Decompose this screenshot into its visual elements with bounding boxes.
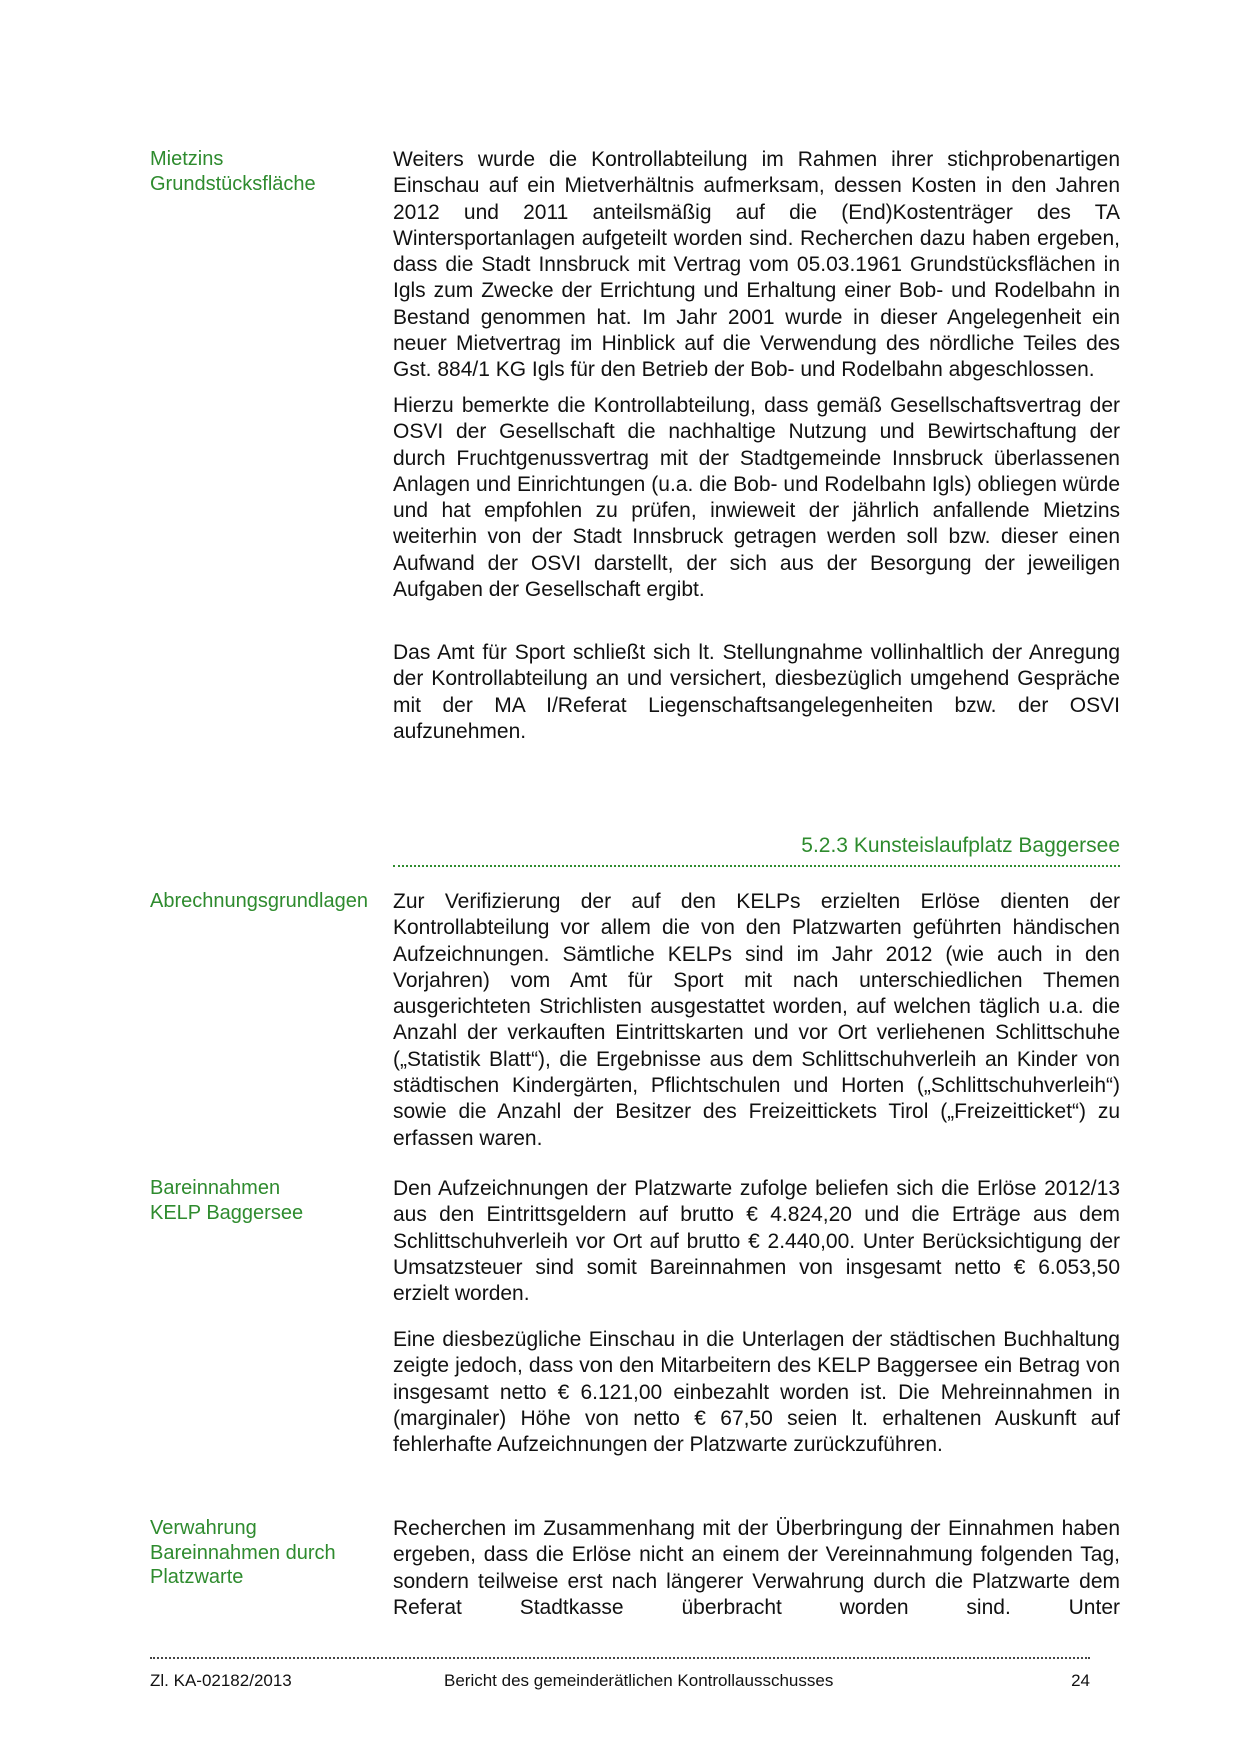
margin-note [150, 147, 380, 196]
subheading-block [393, 833, 1120, 867]
margin-note-line: Abrechnungsgrundlagen [150, 890, 368, 912]
margin-note-line: Verwahrung [150, 1517, 257, 1539]
paragraph: Eine diesbezügliche Einschau in die Unterlagen der städtischen Buchhaltung zeigte jedoch, dass von den Mitarbeitern des KELP Baggersee ein Betrag von insgesamt netto € 6.121,00 einbezahlt worden ist. Die Mehreinnahmen in (marginaler) Höhe von netto € 67,50 seien lt. erhaltenen Auskunft auf fehlerhafte Aufzeichnungen der Platzwarte zurückzuführen. [393, 1328, 1120, 1457]
paragraph: Das Amt für Sport schließt sich lt. Stellungnahme vollinhaltlich der Anregung der Kontrollabteilung an und versichert, diesbezüglich umgehend Gespräche mit der MA I/Referat Liegenschaftsangelegenheiten bzw. der OSVI aufzunehmen. [393, 641, 1120, 743]
paragraph: Recherchen im Zusammenhang mit der Überbringung der Einnahmen haben ergeben, dass die Erlöse nicht an einem der Vereinnahmung folgenden Tag, sondern teilweise erst nach längerer Verwahrung durch die Platzwarte dem Referat Stadtkasse überbracht worden sind. Unter [393, 1517, 1120, 1619]
paragraph: Weiters wurde die Kontrollabteilung im Rahmen ihrer stichprobenartigen Einschau auf ein Mietverhältnis aufmerksam, dessen Kosten in den Jahren 2012 und 2011 anteilsmäßig auf die (End)Kostenträger des TA Wintersportanlagen aufgeteilt worden sind. Recherchen dazu haben ergeben, dass die Stadt Innsbruck mit Vertrag vom 05.03.1961 Grundstücksflächen in Igls zum Zwecke der Errichtung und Erhaltung einer Bob- und Rodelbahn in Bestand genommen hat. Im Jahr 2001 wurde in dieser Angelegenheit ein neuer Mietvertrag im Hinblick auf die Verwendung des nördliche Teiles des Gst. 884/1 KG Igls für den Betrieb der Bob- und Rodelbahn abgeschlossen. [393, 148, 1120, 382]
file-reference: Zl. KA-02182/2013 [150, 1671, 292, 1690]
paragraph: Den Aufzeichnungen der Platzwarte zufolge beliefen sich die Erlöse 2012/13 aus den Eintrittsgeldern auf brutto € 4.824,20 und die Erträge aus dem Schlittschuhverleih vor Ort auf brutto € 2.440,00. Unter Berücksichtigung der Umsatzsteuer sind somit Bareinnahmen von insgesamt netto € 6.053,50 erzielt worden. [393, 1177, 1120, 1306]
page-number: 24 [1071, 1671, 1090, 1690]
margin-note [150, 889, 390, 914]
margin-note [150, 1176, 380, 1225]
margin-note-line: Mietzins [150, 148, 224, 170]
report-title: Bericht des gemeinderätlichen Kontrollausschusses [444, 1671, 834, 1690]
margin-note-line: KELP Baggersee [150, 1201, 304, 1224]
margin-note-line: Platzwarte [150, 1566, 244, 1588]
margin-note [150, 1516, 380, 1590]
subheading-divider [393, 865, 1120, 867]
subheading: 5.2.3 Kunsteislaufplatz Baggersee [801, 834, 1120, 857]
margin-note-line: Bareinnahmen [150, 1177, 281, 1199]
footer-divider [150, 1657, 1090, 1659]
paragraph: Zur Verifizierung der auf den KELPs erzielten Erlöse dienten der Kontrollabteilung vor allem die von den Platzwarten geführten händischen Aufzeichnungen. Sämtliche KELPs sind im Jahr 2012 (wie auch in den Vorjahren) vom Amt für Sport mit nach unterschiedlichen Themen ausgerichteten Strichlisten ausgestattet worden, auf welchen täglich u.a. die Anzahl der verkauften Eintrittskarten und vor Ort verliehenen Schlittschuhe („Statistik Blatt“), die Ergebnisse aus dem Schlittschuhverleih an Kinder von städtischen Kindergärten, Pflichtschulen und Horten („Schlittschuhverleih“) sowie die Anzahl der Besitzer des Freizeittickets Tirol („Freizeitticket“) zu erfassen waren. [393, 890, 1120, 1150]
margin-note-line: Grundstücksfläche [150, 172, 316, 195]
paragraph: Hierzu bemerkte die Kontrollabteilung, dass gemäß Gesellschaftsvertrag der OSVI der Gesellschaft die nachhaltige Nutzung und Bewirtschaftung der durch Fruchtgenussvertrag mit der Stadtgemeinde Innsbruck überlassenen Anlagen und Einrichtungen (u.a. die Bob- und Rodelbahn Igls) obliegen würde und hat empfohlen zu prüfen, inwieweit der jährlich anfallende Mietzins weiterhin von der Stadt Innsbruck getragen werden soll bzw. dieser einen Aufwand der OSVI darstellt, der sich aus der Besorgung der jeweiligen Aufgaben der Gesellschaft ergibt. [393, 394, 1120, 602]
margin-note-line: Bareinnahmen durch [150, 1541, 336, 1564]
